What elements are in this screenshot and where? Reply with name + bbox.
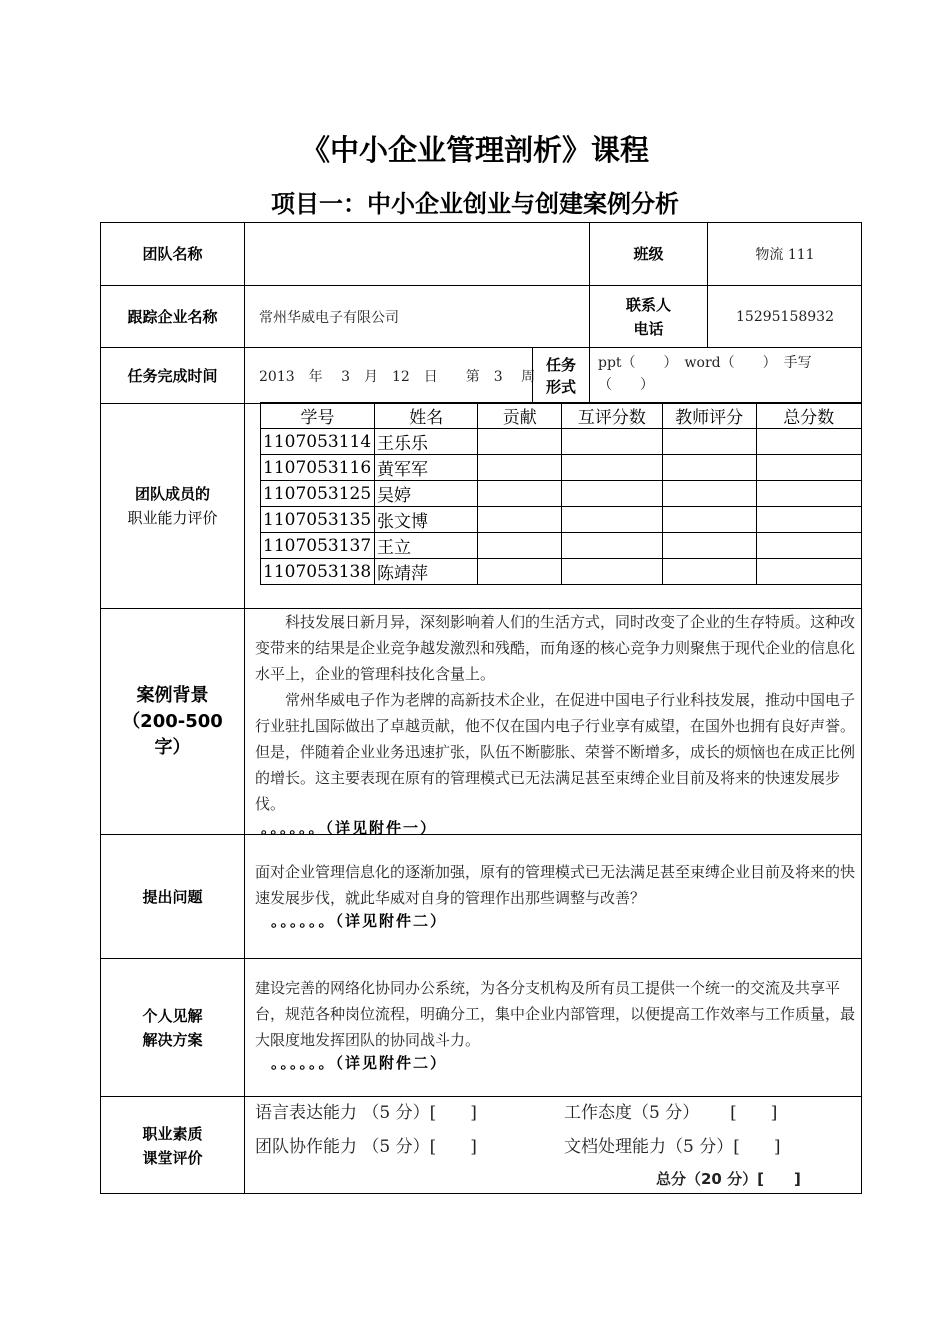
problem-label: 提出问题 — [100, 834, 244, 958]
solution-label-line1: 个人见解 — [142, 1006, 203, 1025]
contribution-cell[interactable] — [478, 533, 562, 559]
header-peer-score: 互评分数 — [562, 403, 663, 429]
peer-score-cell[interactable] — [562, 481, 663, 507]
solution-text: 建设完善的网络化协同办公系统，为各分支机构及所有员工提供一个统一的交流及共享平台，规范各种岗位流程，明确分工，集中企业内部管理，以便提高工作效率与工作质量，最大限度地发挥团队的协同战斗力。 — [255, 979, 856, 1049]
course-title: 《中小企业管理剖析》课程 — [300, 133, 649, 167]
peer-score-cell[interactable] — [562, 455, 663, 481]
student-name: 王乐乐 — [374, 429, 478, 455]
members-table — [260, 402, 862, 585]
background-paragraph-1: 科技发展日新月异，深刻影响着人们的生活方式，同时改变了企业的生存特质。这种改变带来的结果是企业竞争越发激烈和残酷，而角逐的核心竞争力则聚焦于现代企业的信息化水平上，企业的管理科技化含量上。 — [255, 613, 856, 683]
task-form-value: ppt（ ） word（ ） 手写（ ） — [589, 347, 862, 403]
teacher-score-cell[interactable] — [662, 533, 756, 559]
total-score-cell[interactable] — [756, 507, 862, 533]
task-time-value: 2013 年 3 月 12 日 第 3 周 — [244, 347, 532, 403]
peer-score-cell[interactable] — [562, 429, 663, 455]
student-id: 1107053125 — [261, 481, 375, 507]
members-label-line1: 团队成员的 — [134, 485, 210, 503]
team-name-label: 团队名称 — [100, 222, 244, 285]
contribution-cell[interactable] — [478, 455, 562, 481]
background-paragraph-2: 常州华威电子作为老牌的高新技术企业，在促进中国电子行业科技发展，推动中国电子行业驻扎国际做出了卓越贡献，他不仅在国内电子行业享有威望，在国外也拥有良好声誉。但是，伴随着企业业务迅速扩张，队伍不断膨胀、荣誉不断增多，成长的烦恼也在成正比例的增长。这主要表现在原有的管理模式已无法满足甚至束缚企业目前及将来的快速发展步伐。 — [255, 691, 856, 813]
solution-content — [244, 958, 862, 1096]
teacher-score-cell[interactable] — [662, 481, 756, 507]
document-processing-score[interactable]: 文档处理能力（5 分）[ ] — [564, 1137, 781, 1157]
background-label-line3: 字） — [154, 736, 191, 758]
contact-phone-label — [589, 285, 707, 347]
background-content — [244, 608, 862, 837]
contribution-cell[interactable] — [478, 481, 562, 507]
contribution-cell[interactable] — [478, 559, 562, 585]
project-title: 项目一：中小企业创业与创建案例分析 — [271, 190, 679, 218]
student-name: 张文博 — [374, 507, 478, 533]
background-label-line1: 案例背景 — [136, 684, 209, 706]
header-teacher-score: 教师评分 — [662, 403, 756, 429]
teacher-score-cell[interactable] — [662, 455, 756, 481]
student-id: 1107053114 — [261, 429, 375, 455]
evaluation-label — [100, 1096, 244, 1194]
peer-score-cell[interactable] — [562, 533, 663, 559]
company-value: 常州华威电子有限公司 — [244, 285, 589, 347]
solution-label — [100, 958, 244, 1096]
work-attitude-score[interactable]: 工作态度（5 分） [ ] — [564, 1103, 778, 1123]
table-row — [261, 429, 862, 455]
table-row — [261, 559, 862, 585]
team-name-field[interactable] — [244, 222, 589, 285]
evaluation-label-line2: 课堂评价 — [142, 1148, 203, 1167]
total-score-cell[interactable] — [756, 559, 862, 585]
members-label — [100, 403, 244, 608]
total-score-cell[interactable] — [756, 429, 862, 455]
header-contribution: 贡献 — [478, 403, 562, 429]
total-score-cell[interactable] — [756, 481, 862, 507]
table-row — [261, 507, 862, 533]
task-form-label — [532, 347, 589, 403]
contribution-cell[interactable] — [478, 507, 562, 533]
header-name: 姓名 — [374, 403, 478, 429]
contact-label-line1: 联系人 — [625, 295, 671, 314]
table-row — [261, 455, 862, 481]
peer-score-cell[interactable] — [562, 507, 663, 533]
contribution-cell[interactable] — [478, 429, 562, 455]
class-value: 物流 111 — [707, 222, 862, 285]
student-id: 1107053137 — [261, 533, 375, 559]
members-label-line2: 职业能力评价 — [127, 509, 218, 527]
language-expression-score[interactable]: 语言表达能力 （5 分）[ ] — [255, 1103, 477, 1123]
problem-see-attachment: 。。。。。。（详见附件二） — [271, 912, 448, 930]
student-name: 王立 — [374, 533, 478, 559]
case-analysis-form — [100, 222, 862, 1194]
header-total-score: 总分数 — [756, 403, 862, 429]
contact-label-line2: 电话 — [633, 319, 664, 338]
background-see-attachment: 。。。。。。（详见附件一） — [261, 819, 438, 837]
student-name: 吴婷 — [374, 481, 478, 507]
student-name: 陈靖萍 — [374, 559, 478, 585]
problem-content — [244, 834, 862, 958]
solution-label-line2: 解决方案 — [142, 1030, 203, 1049]
student-id: 1107053116 — [261, 455, 375, 481]
task-time-label: 任务完成时间 — [100, 347, 244, 403]
total-score-cell[interactable] — [756, 455, 862, 481]
task-form-label-line2: 形式 — [545, 377, 576, 396]
total-score-cell[interactable] — [756, 533, 862, 559]
student-id: 1107053135 — [261, 507, 375, 533]
background-label-line2: （200-500 — [122, 710, 223, 732]
solution-see-attachment: 。。。。。。（详见附件二） — [271, 1054, 448, 1072]
teacher-score-cell[interactable] — [662, 507, 756, 533]
table-row — [261, 533, 862, 559]
class-label: 班级 — [589, 222, 707, 285]
evaluation-label-line1: 职业素质 — [142, 1124, 203, 1143]
contact-phone-value: 15295158932 — [707, 285, 862, 347]
total-score[interactable]: 总分（20 分）[ ] — [656, 1170, 801, 1188]
problem-text: 面对企业管理信息化的逐渐加强，原有的管理模式已无法满足甚至束缚企业目前及将来的快速发展步伐，就此华威对自身的管理作出那些调整与改善？ — [255, 863, 856, 907]
student-name: 黄军军 — [374, 455, 478, 481]
teacher-score-cell[interactable] — [662, 559, 756, 585]
student-id: 1107053138 — [261, 559, 375, 585]
teamwork-score[interactable]: 团队协作能力 （5 分）[ ] — [255, 1137, 477, 1157]
members-header-row — [261, 403, 862, 429]
peer-score-cell[interactable] — [562, 559, 663, 585]
table-row — [261, 481, 862, 507]
teacher-score-cell[interactable] — [662, 429, 756, 455]
background-label — [100, 608, 244, 834]
company-label: 跟踪企业名称 — [100, 285, 244, 347]
task-form-label-line1: 任务 — [545, 355, 576, 374]
header-student-id: 学号 — [261, 403, 375, 429]
